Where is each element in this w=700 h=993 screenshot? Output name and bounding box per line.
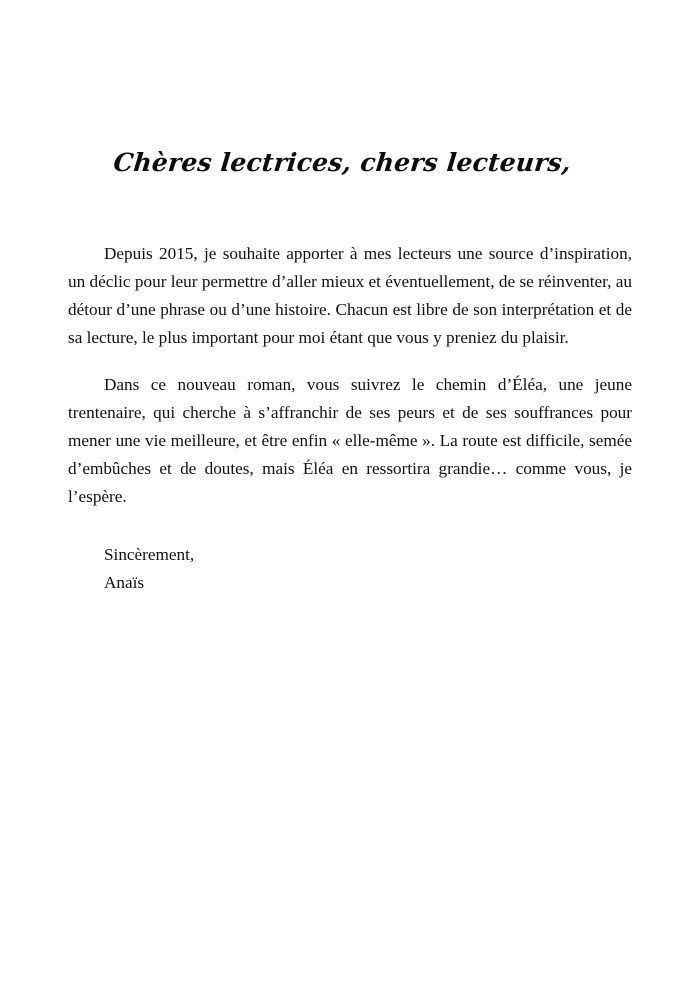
author-name: Anaïs (104, 572, 145, 592)
closing-line: Sincèrement, (104, 544, 195, 564)
letter-body (68, 240, 632, 596)
paragraph-2: Dans ce nouveau roman, vous suivrez le chemin d’Éléa, une jeune trentenaire, qui cherche à s’affranchir de ses peurs et de ses souffrances pour mener une vie meilleure, et être enfin « elle-même ». La route est difficile, semée d’embûches et de doutes, mais Éléa en ressortira grandie… comme vous, je l’espère. (68, 375, 632, 506)
signature-block (68, 541, 632, 597)
paragraph-1: Depuis 2015, je souhaite apporter à mes lecteurs une source d’inspiration, un déclic pour leur permettre d’aller mieux et éventuellement, de se réinventer, au détour d’une phrase ou d’une histoire. Chacun est libre de son interprétation et de sa lecture, le plus important pour moi étant que vous y preniez du plaisir. (68, 244, 632, 347)
page-title: Chères lectrices, chers lecteurs, (112, 148, 573, 177)
